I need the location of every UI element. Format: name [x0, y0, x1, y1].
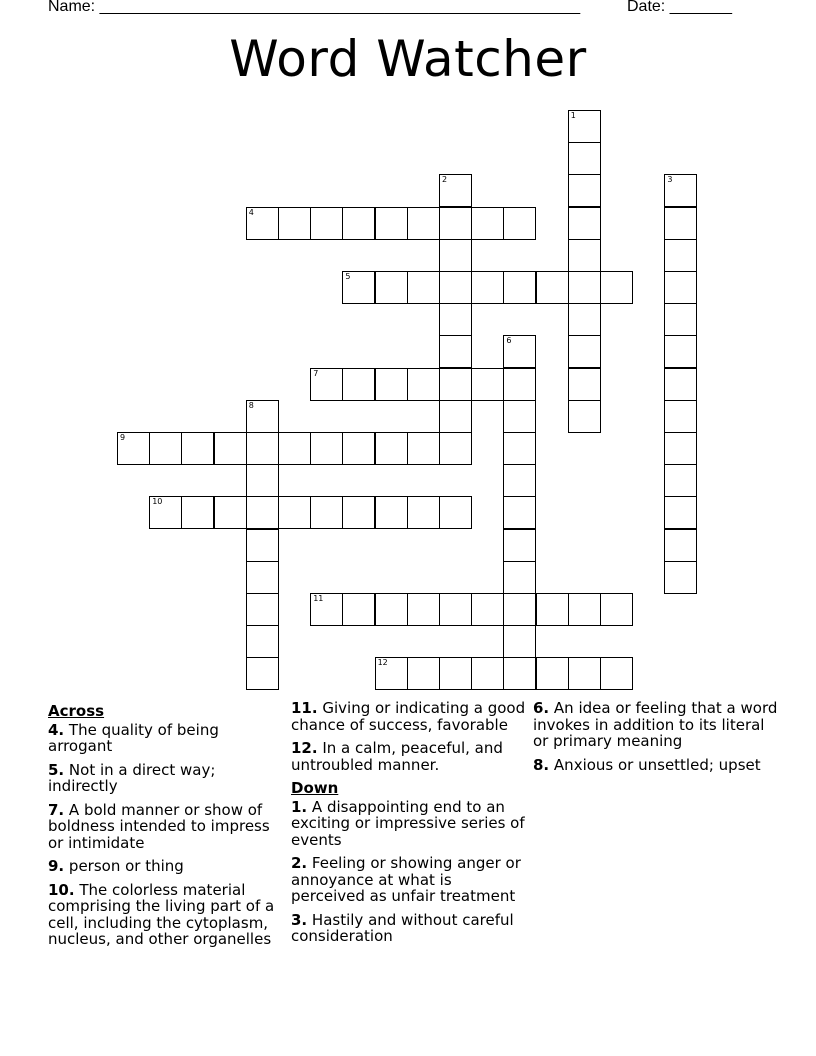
clue-number-label: 5: [345, 272, 351, 281]
grid-cell[interactable]: [568, 335, 601, 368]
grid-cell[interactable]: [310, 368, 343, 401]
grid-cell[interactable]: [439, 271, 472, 304]
grid-cell[interactable]: [503, 271, 536, 304]
grid-cell[interactable]: [471, 271, 504, 304]
grid-cell[interactable]: [439, 657, 472, 690]
grid-cell[interactable]: [664, 432, 697, 465]
grid-cell[interactable]: [407, 657, 440, 690]
clue-text: An idea or feeling that a word invokes in addition to its literal or primary meaning: [533, 699, 778, 750]
grid-cell[interactable]: [342, 207, 375, 240]
grid-cell[interactable]: [310, 207, 343, 240]
grid-cell[interactable]: [471, 207, 504, 240]
grid-cell[interactable]: [149, 432, 182, 465]
grid-cell[interactable]: [181, 432, 214, 465]
grid-cell[interactable]: [664, 368, 697, 401]
grid-cell[interactable]: [664, 303, 697, 336]
grid-cell[interactable]: [246, 625, 279, 658]
grid-cell[interactable]: [503, 529, 536, 562]
clue-text: In a calm, peaceful, and untroubled manner.: [291, 739, 503, 774]
grid-cell[interactable]: [568, 368, 601, 401]
grid-cell[interactable]: [664, 271, 697, 304]
clue-number: 10.: [48, 880, 75, 899]
grid-cell[interactable]: [342, 432, 375, 465]
grid-cell[interactable]: [503, 432, 536, 465]
grid-cell[interactable]: [342, 271, 375, 304]
clue-number-label: 3: [667, 175, 673, 185]
grid-cell[interactable]: [503, 368, 536, 401]
clue-text: A bold manner or show of boldness intended to impress or intimidate: [48, 800, 270, 852]
clue-number: 12.: [291, 739, 318, 757]
grid-cell[interactable]: [664, 174, 697, 207]
clue-text: Anxious or unsettled; upset: [553, 755, 761, 774]
grid-cell[interactable]: [342, 593, 375, 626]
grid-cell[interactable]: [471, 657, 504, 690]
grid-cell[interactable]: [568, 657, 601, 690]
clue-number-label: 11: [313, 594, 324, 603]
clue-number: 4.: [48, 720, 65, 739]
clue-number-label: 4: [248, 207, 254, 217]
grid-cell[interactable]: [246, 657, 279, 690]
clue-text: Hastily and without careful consideration: [291, 910, 514, 945]
grid-cell[interactable]: [407, 271, 440, 304]
grid-cell[interactable]: [246, 496, 279, 529]
clue-down-8: [533, 757, 778, 774]
grid-cell[interactable]: [664, 335, 697, 368]
clue-down-3: [291, 912, 527, 945]
grid-cell[interactable]: [246, 432, 279, 465]
grid-cell[interactable]: [246, 464, 279, 497]
grid-cell[interactable]: [600, 657, 633, 690]
grid-cell[interactable]: [375, 271, 408, 304]
clue-number: 9.: [48, 857, 65, 875]
grid-cell[interactable]: [503, 625, 536, 658]
grid-cell[interactable]: [375, 207, 408, 240]
grid-cell[interactable]: [503, 593, 536, 626]
grid-cell[interactable]: [503, 657, 536, 690]
grid-cell[interactable]: [375, 593, 408, 626]
clue-text: Not in a direct way; indirectly: [48, 760, 216, 795]
clue-across-11: [291, 700, 527, 733]
clues-column-1: [48, 700, 283, 955]
grid-cell[interactable]: [568, 271, 601, 304]
grid-cell[interactable]: [503, 207, 536, 240]
clue-number-label: 12: [377, 658, 388, 668]
clue-text: The colorless material comprising the living part of a cell, including the cytoplasm, nucleus, and other organelles: [48, 880, 275, 948]
grid-cell[interactable]: [503, 400, 536, 433]
grid-cell[interactable]: [568, 142, 601, 175]
grid-cell[interactable]: [439, 239, 472, 272]
clue-down-2: [291, 855, 527, 905]
grid-cell[interactable]: [407, 496, 440, 529]
grid-cell[interactable]: [117, 432, 150, 465]
clue-number-label: 8: [248, 400, 254, 410]
grid-cell[interactable]: [664, 400, 697, 433]
grid-cell[interactable]: [407, 593, 440, 626]
clue-text: Giving or indicating a good chance of success, favorable: [291, 699, 526, 734]
grid-cell[interactable]: [278, 432, 311, 465]
clue-text: The quality of being arrogant: [48, 720, 219, 755]
grid-cell[interactable]: [664, 496, 697, 529]
clues-column-3: [533, 700, 778, 780]
grid-cell[interactable]: [246, 207, 279, 240]
grid-cell[interactable]: [310, 496, 343, 529]
grid-cell[interactable]: [278, 496, 311, 529]
grid-cell[interactable]: [310, 432, 343, 465]
grid-cell[interactable]: [439, 400, 472, 433]
grid-cell[interactable]: [149, 496, 182, 529]
grid-cell[interactable]: [375, 432, 408, 465]
grid-cell[interactable]: [246, 529, 279, 562]
grid-cell[interactable]: [439, 335, 472, 368]
grid-cell[interactable]: [342, 496, 375, 529]
grid-cell[interactable]: [375, 496, 408, 529]
grid-cell[interactable]: [439, 593, 472, 626]
clue-text: A disappointing end to an exciting or impressive series of events: [291, 797, 525, 849]
grid-cell[interactable]: [568, 593, 601, 626]
clue-across-7: [48, 802, 283, 852]
grid-cell[interactable]: [214, 496, 247, 529]
grid-cell[interactable]: [536, 271, 569, 304]
grid-cell[interactable]: [536, 593, 569, 626]
clue-number: 11.: [291, 699, 318, 717]
grid-cell[interactable]: [471, 593, 504, 626]
grid-cell[interactable]: [664, 529, 697, 562]
grid-cell[interactable]: [278, 207, 311, 240]
grid-cell[interactable]: [600, 271, 633, 304]
clue-number-label: 10: [152, 497, 163, 507]
grid-cell[interactable]: [375, 657, 408, 690]
clue-number: 3.: [291, 910, 308, 929]
grid-cell[interactable]: [439, 368, 472, 401]
grid-cell[interactable]: [439, 432, 472, 465]
grid-cell[interactable]: [310, 593, 343, 626]
clue-number: 1.: [291, 797, 308, 816]
clue-number-label: 2: [442, 175, 448, 185]
clue-number-label: 1: [570, 111, 576, 120]
grid-cell[interactable]: [246, 593, 279, 626]
clue-number-label: 9: [120, 433, 126, 442]
clue-text: person or thing: [68, 857, 184, 875]
clue-across-4: [48, 722, 283, 755]
clue-across-12: [291, 740, 527, 773]
clue-number: 6.: [533, 699, 550, 717]
grid-cell[interactable]: [536, 657, 569, 690]
grid-cell[interactable]: [246, 400, 279, 433]
grid-cell[interactable]: [568, 303, 601, 336]
grid-cell[interactable]: [503, 464, 536, 497]
grid-cell[interactable]: [568, 207, 601, 240]
clue-across-10: [48, 882, 283, 948]
grid-cell[interactable]: [600, 593, 633, 626]
date-field[interactable]: Date: _______: [627, 0, 732, 15]
clue-number-label: 7: [313, 368, 319, 378]
grid-cell[interactable]: [439, 174, 472, 207]
grid-cell[interactable]: [568, 110, 601, 143]
clue-down-6: [533, 700, 778, 750]
name-field[interactable]: Name: ______________________________________________________: [48, 0, 581, 15]
grid-cell[interactable]: [503, 561, 536, 594]
grid-cell[interactable]: [246, 561, 279, 594]
grid-cell[interactable]: [503, 335, 536, 368]
grid-cell[interactable]: [503, 496, 536, 529]
grid-cell[interactable]: [439, 496, 472, 529]
grid-cell[interactable]: [439, 303, 472, 336]
grid-cell[interactable]: [407, 432, 440, 465]
down-heading: Down: [291, 779, 339, 797]
grid-cell[interactable]: [342, 368, 375, 401]
clue-across-5: [48, 762, 283, 795]
grid-cell[interactable]: [407, 207, 440, 240]
clue-across-9: [48, 858, 283, 875]
clues-column-2: [291, 700, 527, 952]
clue-number-label: 6: [506, 336, 512, 346]
clue-number: 2.: [291, 854, 308, 872]
grid-cell[interactable]: [664, 561, 697, 594]
page-title: Word Watcher: [229, 30, 587, 88]
clue-text: Feeling or showing anger or annoyance at what is perceived as unfair treatment: [291, 854, 521, 905]
across-heading: Across: [48, 702, 105, 720]
grid-cell[interactable]: [568, 239, 601, 272]
grid-cell[interactable]: [471, 368, 504, 401]
clue-number: 8.: [533, 755, 550, 774]
clue-down-1: [291, 799, 527, 849]
clue-number: 7.: [48, 800, 65, 819]
clue-number: 5.: [48, 760, 65, 779]
grid-cell[interactable]: [664, 239, 697, 272]
grid-cell[interactable]: [568, 174, 601, 207]
grid-cell[interactable]: [664, 207, 697, 240]
grid-cell[interactable]: [568, 400, 601, 433]
grid-cell[interactable]: [181, 496, 214, 529]
grid-cell[interactable]: [214, 432, 247, 465]
grid-cell[interactable]: [407, 368, 440, 401]
grid-cell[interactable]: [375, 368, 408, 401]
grid-cell[interactable]: [664, 464, 697, 497]
grid-cell[interactable]: [439, 207, 472, 240]
